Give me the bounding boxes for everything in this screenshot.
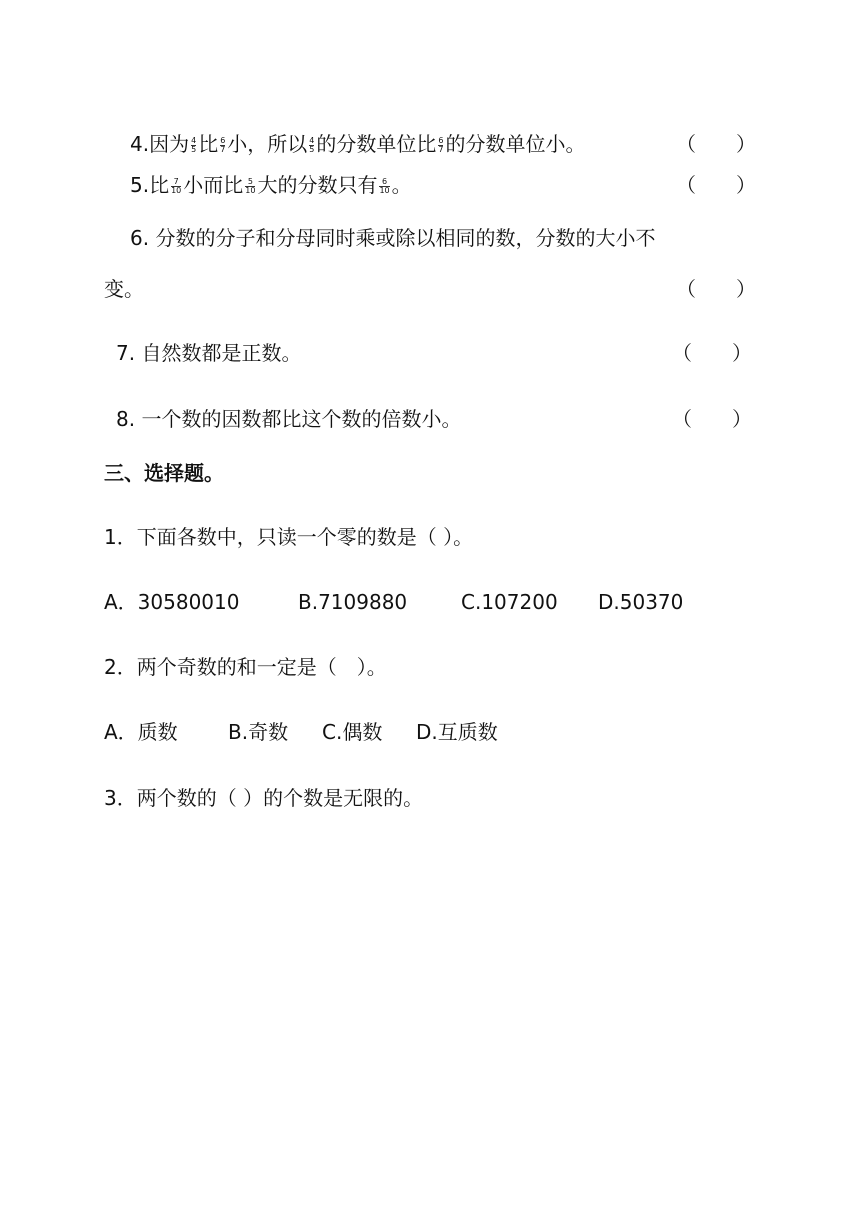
q7-answer-paren[interactable]: （ ） bbox=[672, 341, 752, 365]
choice-q2-option-a[interactable]: A．质数 bbox=[104, 720, 178, 744]
q4-text-mid1: 比 bbox=[198, 132, 219, 156]
q4-text-mid2: 小，所以 bbox=[227, 132, 308, 156]
judge-q5 bbox=[130, 172, 412, 198]
fraction-6-7: $\frac{6}{7}$ bbox=[220, 136, 226, 154]
judge-q8: 8. 一个数的因数都比这个数的倍数小。 bbox=[116, 407, 462, 431]
choice-q1-option-d[interactable]: D.50370 bbox=[598, 590, 684, 614]
choice-q1-option-c[interactable]: C.107200 bbox=[461, 590, 558, 614]
q5-text-mid2: 大的分数只有 bbox=[257, 173, 378, 197]
choice-q1-option-a[interactable]: A．30580010 bbox=[104, 590, 240, 614]
choice-q2: 2．两个奇数的和一定是（ ）。 bbox=[104, 655, 387, 679]
judge-q4 bbox=[130, 131, 585, 157]
judge-q7: 7. 自然数都是正数。 bbox=[116, 341, 302, 365]
choice-q2-option-b[interactable]: B.奇数 bbox=[228, 720, 289, 744]
q4-text-mid3: 的分数单位比 bbox=[316, 132, 437, 156]
choice-q1: 1．下面各数中，只读一个零的数是（ ）。 bbox=[104, 525, 474, 549]
choice-q2-option-d[interactable]: D.互质数 bbox=[416, 720, 498, 744]
q5-answer-paren[interactable]: （ ） bbox=[676, 173, 756, 197]
q4-text-post: 的分数单位小。 bbox=[445, 132, 586, 156]
fraction-6-7-second: $\frac{6}{7}$ bbox=[438, 136, 444, 154]
fraction-4-5: $\frac{4}{5}$ bbox=[191, 136, 197, 154]
fraction-5-10: $\frac{5}{10}$ bbox=[245, 177, 256, 195]
fraction-4-5-second: $\frac{4}{5}$ bbox=[309, 136, 315, 154]
judge-q6-line2: 变。 bbox=[104, 277, 144, 301]
choice-q3: 3．两个数的（ ）的个数是无限的。 bbox=[104, 786, 424, 810]
q5-text-post: 。 bbox=[391, 173, 412, 197]
q5-text-mid1: 小而比 bbox=[183, 173, 244, 197]
fraction-6-10: $\frac{6}{10}$ bbox=[379, 177, 390, 195]
section-title-choice: 三、选择题。 bbox=[104, 461, 224, 485]
q4-answer-paren[interactable]: （ ） bbox=[676, 132, 756, 156]
judge-q6-line1: 6. 分数的分子和分母同时乘或除以相同的数，分数的大小不 bbox=[130, 226, 656, 250]
q4-text-pre: 4.因为 bbox=[130, 132, 190, 156]
q8-answer-paren[interactable]: （ ） bbox=[672, 407, 752, 431]
choice-q2-option-c[interactable]: C.偶数 bbox=[322, 720, 383, 744]
fraction-7-10: $\frac{7}{10}$ bbox=[171, 177, 182, 195]
q5-text-pre: 5.比 bbox=[130, 173, 170, 197]
choice-q1-option-b[interactable]: B.7109880 bbox=[298, 590, 408, 614]
q6-answer-paren[interactable]: （ ） bbox=[676, 277, 756, 301]
